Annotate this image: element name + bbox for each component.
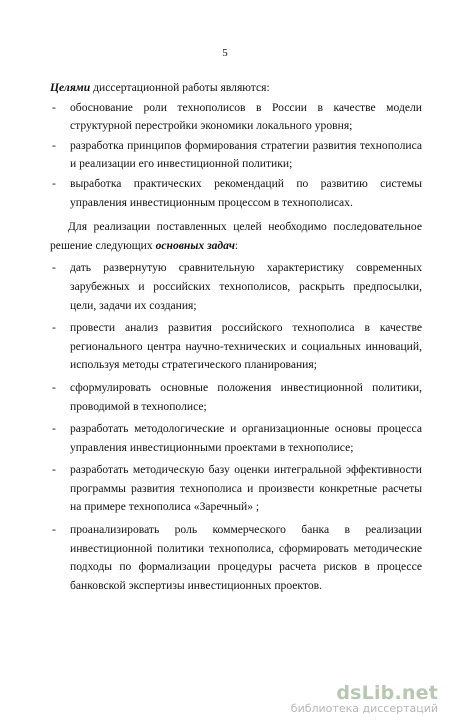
tasks-list — [50, 259, 422, 595]
watermark — [291, 682, 438, 715]
goals-intro-text: диссертационной работы являются: — [90, 81, 270, 94]
list-item — [50, 420, 422, 457]
list-item-text: разработка принципов формирования стратегии развития технополиса и реализации его инвестиционной политики; — [70, 138, 422, 171]
bullet-dash: - — [52, 138, 56, 152]
goals-keyword: Целями — [50, 81, 91, 94]
tasks-intro-text: Для реализации поставленных целей необходимо последовательное решение следующих — [50, 220, 422, 252]
list-item-text: дать развернутую сравнительную характеристику современных зарубежных и российских технополисов, раскрыть предпосылки, цели, задачи их создания; — [70, 261, 422, 312]
bullet-dash: - — [52, 321, 56, 335]
list-item — [50, 461, 422, 517]
list-item — [50, 137, 422, 174]
bullet-dash: - — [52, 422, 56, 436]
list-item — [50, 521, 422, 595]
watermark-logo: dsLib.net — [336, 682, 438, 704]
list-item-text: провести анализ развития российского технополиса в качестве регионального центра научно-технических и социальных инноваций, используя методы стратегического планирования; — [70, 321, 422, 372]
goals-intro — [50, 79, 422, 98]
tasks-keyword: основных задач — [155, 238, 235, 252]
list-item — [50, 259, 422, 315]
bullet-dash: - — [52, 261, 56, 275]
list-item — [50, 319, 422, 375]
tasks-intro-tail: : — [234, 238, 239, 252]
watermark-caption: библиотека диссертаций — [290, 702, 438, 715]
list-item-text: разработать методологические и организационные основы процесса управления инвестиционными проектами в технополисе; — [70, 422, 422, 454]
list-item — [50, 99, 422, 136]
list-item-text: выработка практических рекомендаций по развитию системы управления инвестиционным процессом в технополисах. — [70, 176, 422, 209]
tasks-intro — [50, 218, 422, 255]
bullet-dash: - — [52, 176, 56, 190]
list-item-text: разработать методическую базу оценки интегральной эффективности программы развития технополиса и произвести конкретные расчеты на примере технополиса «Заречный» ; — [70, 463, 422, 514]
bullet-dash: - — [52, 380, 56, 394]
bullet-dash: - — [52, 100, 56, 114]
bullet-dash: - — [52, 523, 56, 537]
list-item — [50, 379, 422, 416]
list-item-text: обоснование роли технополисов в России в качестве модели структурной перестройки экономики локального уровня; — [70, 100, 422, 133]
list-item-text: проанализировать роль коммерческого банка в реализации инвестиционной политики технополиса, сформировать методические подходы по формализации процедуры расчета рисков в процессе банковской экспертизы инвестиционных проектов. — [70, 523, 422, 592]
page-number: 5 — [222, 47, 228, 59]
goals-list — [50, 99, 422, 213]
list-item — [50, 175, 422, 212]
bullet-dash: - — [52, 463, 56, 477]
document-body — [50, 79, 422, 595]
list-item-text: сформулировать основные положения инвестиционной политики, проводимой в технополисе; — [70, 380, 422, 413]
